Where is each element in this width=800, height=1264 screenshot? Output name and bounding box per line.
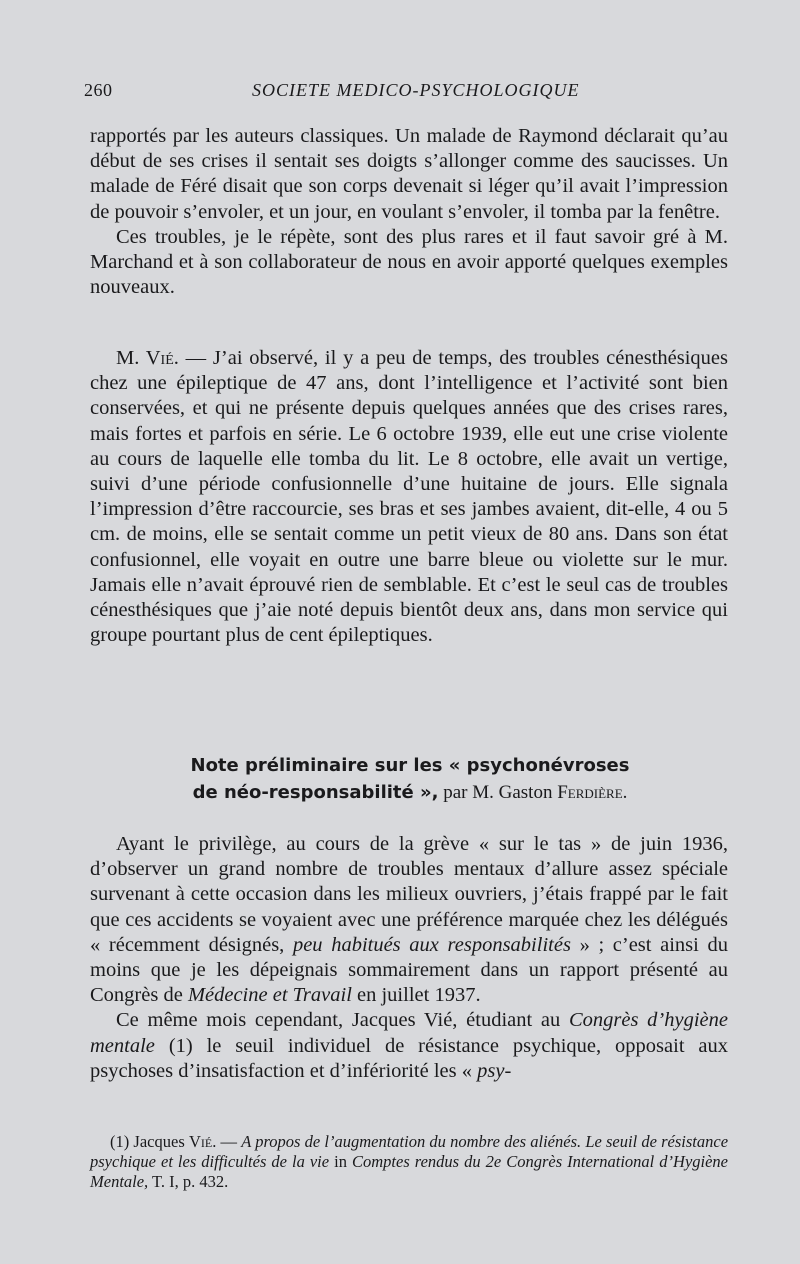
footnote-dash: — — [220, 1132, 238, 1151]
footnote — [90, 1132, 728, 1192]
heading-line-1: Note préliminaire sur les « psychonévroses — [190, 755, 630, 776]
paragraph-text: (1) le seuil individuel de résistance psychique, opposait aux psychoses d’insatisfaction et d’infériorité les « — [90, 1034, 729, 1082]
speaker-name: M. Vié. — [116, 347, 179, 369]
footnote-source: Comptes rendus du 2e Congrès International d’Hygiène Mentale, — [90, 1152, 729, 1191]
heading-by: par M. Gaston — [443, 782, 553, 803]
footnote-marker: (1) Jacques — [110, 1132, 185, 1151]
paragraph-text: en juillet 1937. — [357, 984, 481, 1007]
paragraph — [90, 832, 728, 1008]
emphasis: Congrès d’hygiène mentale — [90, 1009, 729, 1057]
heading-line-2-sans: de néo-responsabilité », — [192, 782, 439, 803]
paragraph-text: Ce même mois cependant, Jacques Vié, étudiant au — [116, 1009, 561, 1032]
paragraph-block-2 — [90, 346, 728, 648]
paragraph — [90, 1008, 728, 1084]
footnote-author: Vié. — [188, 1132, 217, 1151]
paragraph-block-1 — [90, 124, 728, 300]
journal-title: SOCIETE MEDICO-PSYCHOLOGIQUE — [252, 80, 580, 100]
paragraph: Ces troubles, je le répète, sont des plus rares et il faut savoir gré à M. Marchand et à son collaborateur de nous en avoir apporté quelques exemples nouveaux. — [90, 225, 728, 299]
paragraph-text: — J’ai observé, il y a peu de temps, des troubles cénesthésiques chez une épileptique de 47 ans, dont l’intelligence et l’activité sont bien conservées, et qui ne présente depuis quelques années que des crises rares, mais fortes et parfois en série. Le 6 octobre 1939, elle eut une crise violente au cours de laquelle elle tomba du lit. Le 8 octobre, elle avait un vertige, suivi d’une période confusionnelle d’une huitaine de jours. Elle signala l’impression d’être raccourcie, ses bras et ses jambes avaient, dit-elle, 4 ou 5 cm. de moins, elle se sentait comme un petit vieux de 80 ans. Dans son état confusionnel, elle voyait en outre une barre bleue ou violette sur le mur. Jamais elle n’avait éprouvé rien de semblable. Et c’est le seul cas de troubles cénesthésiques que j’aie noté depuis bientôt deux ans, dans mon service qui groupe pourtant plus de cent épileptiques. — [90, 347, 728, 647]
paragraph-block-3 — [90, 832, 728, 1084]
paragraph: rapportés par les auteurs classiques. Un malade de Raymond déclarait qu’au début de ses crises il sentait ses doigts s’allonger comme des saucisses. Un malade de Féré disait que son corps devenait si léger qu’il avait l’impression de pouvoir s’envoler, et un jour, en voulant s’envoler, il tomba par la fenêtre. — [90, 125, 728, 223]
paragraph — [90, 346, 728, 648]
footnote-reference: T. I, p. 432. — [152, 1172, 229, 1191]
paragraph-text: » ; c’est ainsi du moins que je les dépeignais sommairement dans un rapport présenté au Congrès de — [90, 933, 728, 1007]
emphasis: Médecine et Travail — [187, 984, 352, 1007]
footnote-in: in — [334, 1152, 347, 1171]
page-number: 260 — [84, 80, 113, 100]
footnote-text — [90, 1132, 728, 1192]
paragraph-text: Ayant le privilège, au cours de la grève « sur le tas » de juin 1936, d’observer un grand nombre de troubles mentaux d’allure assez spéciale survenant à cette occasion dans les milieux ouvriers, j’étais frappé par le fait que ces accidents se voyaient avec une préférence marquée chez les délégués « récemment désignés, — [90, 833, 728, 956]
footnote-title: A propos de l’augmentation du nombre des aliénés. Le seuil de résistance psychique et les difficultés de la vie — [90, 1132, 729, 1171]
heading-author: Ferdière. — [557, 782, 628, 803]
emphasis: psy- — [477, 1059, 512, 1082]
emphasis: peu habitués aux responsabilités — [292, 933, 571, 956]
running-head — [84, 80, 724, 104]
heading-line-2 — [120, 779, 700, 806]
section-heading — [120, 752, 700, 806]
